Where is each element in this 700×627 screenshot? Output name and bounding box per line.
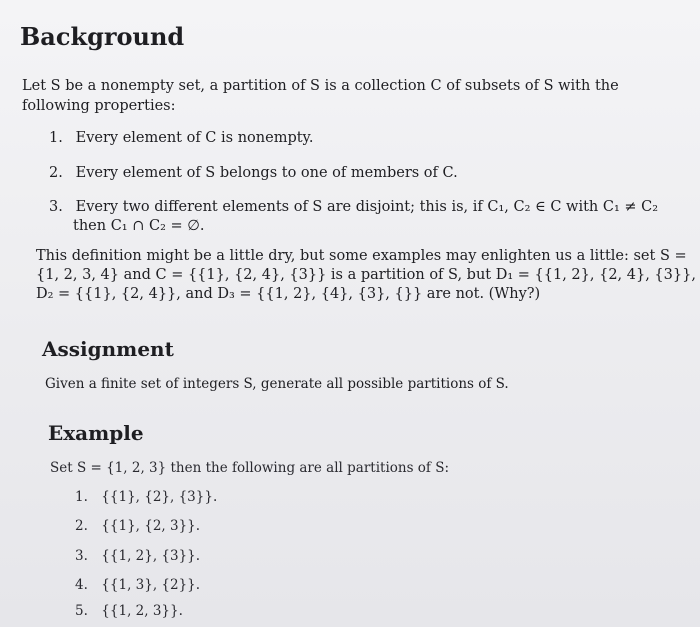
property-number: 2. xyxy=(49,165,63,181)
partition-number: 2. xyxy=(75,518,88,534)
partition-text: {{1}, {2}, {3}}. xyxy=(101,489,218,505)
intro-line-2: following properties: xyxy=(22,98,176,114)
background-heading: Background xyxy=(20,22,185,51)
intro-line-1: Let S be a nonempty set, a partition of S is a collection C of subsets of S with the xyxy=(22,78,619,94)
examples-line-3: D₂ = {{1}, {2, 4}}, and D₃ = {{1, 2}, {4}, {3}, {}} are not. (Why?) xyxy=(36,286,541,302)
partition-number: 1. xyxy=(75,489,88,505)
example-heading: Example xyxy=(48,421,144,445)
partition-text: {{1, 3}, {2}}. xyxy=(101,577,201,593)
partition-text: {{1, 2, 3}}. xyxy=(101,603,183,619)
property-text: Every element of S belongs to one of members of C. xyxy=(75,165,458,181)
examples-line-1: This definition might be a little dry, but some examples may enlighten us a little: set S = xyxy=(36,248,687,264)
property-number: 1. xyxy=(49,130,63,146)
assignment-text: Given a finite set of integers S, generate all possible partitions of S. xyxy=(45,376,509,392)
property-3-continuation: then C₁ ∩ C₂ = ∅. xyxy=(73,218,205,234)
property-number: 3. xyxy=(49,199,63,215)
partition-text: {{1, 2}, {3}}. xyxy=(101,548,201,564)
assignment-heading: Assignment xyxy=(42,337,174,361)
partition-text: {{1}, {2, 3}}. xyxy=(101,518,201,534)
property-item xyxy=(49,128,313,148)
partition-item xyxy=(75,516,200,536)
partition-number: 5. xyxy=(75,603,88,619)
partition-number: 3. xyxy=(75,548,88,564)
partition-item xyxy=(75,575,200,595)
property-text: Every element of C is nonempty. xyxy=(75,130,314,146)
partition-item xyxy=(75,601,183,621)
partition-item xyxy=(75,546,200,566)
property-text: Every two different elements of S are disjoint; this is, if C₁, C₂ ∈ C with C₁ ≠ C₂ xyxy=(75,199,659,215)
partition-number: 4. xyxy=(75,577,88,593)
example-intro: Set S = {1, 2, 3} then the following are all partitions of S: xyxy=(50,460,450,476)
partition-item xyxy=(75,487,217,507)
property-item xyxy=(49,197,658,217)
property-item xyxy=(49,163,458,183)
examples-line-2: {1, 2, 3, 4} and C = {{1}, {2, 4}, {3}} is a partition of S, but D₁ = {{1, 2}, {2, 4}, {3}}, xyxy=(36,267,696,283)
